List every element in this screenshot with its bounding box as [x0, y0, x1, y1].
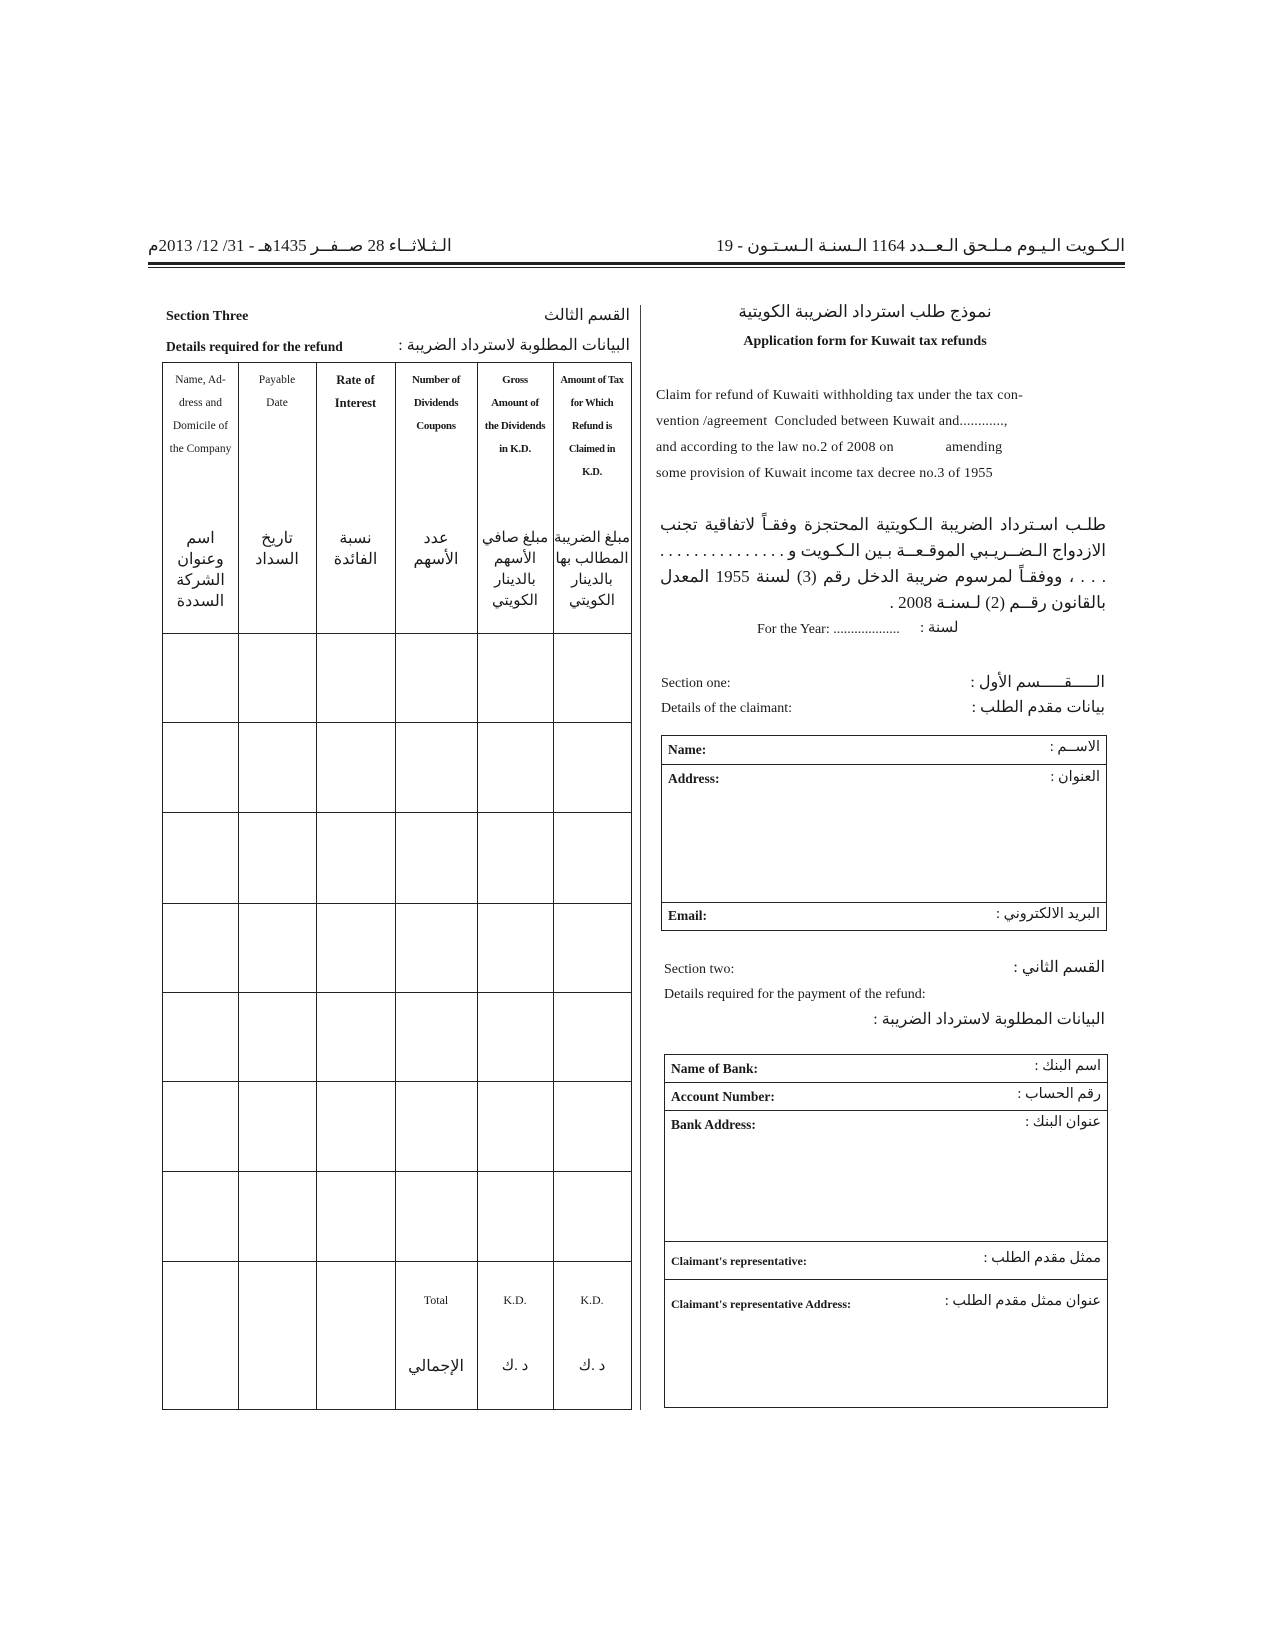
bank-name-row[interactable]: [665, 1055, 1107, 1083]
bank-address-label-en: Bank Address:: [671, 1117, 756, 1132]
account-number-row[interactable]: [665, 1083, 1107, 1111]
col-header-company-en: Name, Ad- dress and Domicile of the Company: [169, 374, 232, 455]
total-kd-tax-ar: د .ك: [578, 1358, 606, 1374]
claimant-box: [661, 735, 1107, 931]
claim-line: and according to the law no.2 of 2008 on amending: [656, 440, 1003, 455]
total-label-en: Total: [423, 1293, 449, 1307]
col-header-dividends-ar: عدد الأسهم: [413, 530, 459, 568]
col-divider: [316, 363, 317, 1409]
section-two-en: Section two:: [664, 962, 735, 977]
claim-text-ar: طلـب اسـترداد الضريبة الـكويتية المحتجزة وفقـاً لاتفاقية تجنب الازدواج الـضــريـبي الموقـعــة بـين الـكـويت و . . . . . . . . . . . . . . . . . . ، ووفقـاً لمرسوم ضريبة الدخل رقم (3) لسنة 1955 المعدل بالقانون رقــم (2) لـسنـة 2008 .: [660, 515, 1106, 612]
col-header-payable-date-ar: تاريخ السداد: [255, 530, 299, 568]
col-header-payable-date-en: Payable Date: [258, 374, 296, 409]
address-label-ar: العنوان :: [1050, 769, 1100, 785]
row-divider: [163, 633, 631, 634]
bank-box: [664, 1054, 1108, 1408]
for-year-en: For the Year: ...................: [757, 622, 900, 637]
name-label-ar: الاســم :: [1049, 739, 1100, 755]
payment-details-en: Details required for the payment of the refund:: [664, 987, 926, 1002]
claim-line: vention /agreement Concluded between Kuwait and............,: [656, 414, 1008, 429]
representative-row[interactable]: [665, 1242, 1107, 1280]
claim-text-en: [656, 383, 1108, 487]
section-three-title-ar: القسم الثالث: [544, 307, 630, 324]
section-one-en: Section one:: [661, 676, 731, 691]
row-divider: [163, 903, 631, 904]
col-divider: [238, 363, 239, 1409]
col-header-dividends-en: Number of Dividends Coupons: [411, 374, 461, 432]
for-year-ar: : لسنة: [920, 620, 959, 636]
form-title-ar: نموذج طلب استرداد الضريبة الكويتية: [738, 302, 992, 321]
section-three-subtitle-en: Details required for the refund: [166, 339, 343, 354]
representative-address-label-en: Claimant's representative Address:: [671, 1297, 851, 1311]
bank-address-row[interactable]: [665, 1111, 1107, 1242]
form-title-en: Application form for Kuwait tax refunds: [743, 334, 987, 349]
claimant-details-en: Details of the claimant:: [661, 701, 793, 716]
bank-name-label-en: Name of Bank:: [671, 1061, 758, 1076]
bank-name-label-ar: اسم البنك :: [1034, 1058, 1101, 1074]
refund-details-table: [162, 362, 632, 1410]
row-divider: [163, 992, 631, 993]
row-divider: [163, 812, 631, 813]
representative-label-en: Claimant's representative:: [671, 1254, 807, 1268]
email-label-ar: البريد الالكتروني :: [996, 906, 1100, 922]
row-divider: [163, 722, 631, 723]
name-label-en: Name:: [668, 742, 707, 757]
col-header-tax-en: Amount of Tax for Which Refund is Claimed in K.D.: [560, 375, 624, 478]
representative-address-label-ar: عنوان ممثل مقدم الطلب :: [944, 1293, 1101, 1309]
total-kd-gross-en: K.D.: [503, 1293, 527, 1307]
account-number-label-ar: رقم الحساب :: [1017, 1086, 1101, 1102]
email-label-en: Email:: [668, 908, 707, 923]
claim-line: some provision of Kuwait income tax decree no.3 of 1955: [656, 466, 993, 481]
total-kd-gross-ar: د .ك: [501, 1358, 529, 1374]
representative-label-ar: ممثل مقدم الطلب :: [983, 1250, 1101, 1266]
col-divider: [553, 363, 554, 1409]
row-divider: [163, 1261, 631, 1262]
claim-line: Claim for refund of Kuwaiti withholding tax under the tax con-: [656, 388, 1023, 403]
name-row: [662, 736, 1106, 765]
row-divider: [163, 1081, 631, 1082]
section-three-subtitle-ar: البيانات المطلوبة لاسترداد الضريبة :: [398, 337, 630, 354]
account-number-label-en: Account Number:: [671, 1089, 775, 1104]
section-three-title-en: Section Three: [166, 309, 249, 324]
header-date: الـثـلاثــاء 28 صــفــر 1435هـ - 31/ 12/ 2013م: [148, 236, 452, 255]
bank-address-label-ar: عنوان البنك :: [1025, 1114, 1101, 1130]
col-header-rate-ar: نسبة الفائدة: [333, 530, 378, 568]
col-divider: [395, 363, 396, 1409]
col-divider: [477, 363, 478, 1409]
col-header-company-ar: اسم وعنوان الشركة السددة: [176, 530, 225, 610]
col-header-tax-ar: مبلغ الضريبة المطالب بها بالدينار الكويتي: [553, 530, 631, 609]
header-rule: [148, 262, 1125, 265]
total-kd-tax-en: K.D.: [580, 1293, 604, 1307]
total-label-ar: الإجمالي: [408, 1358, 464, 1375]
address-field[interactable]: [662, 765, 1106, 902]
page-column-divider: [640, 305, 641, 1410]
row-divider: [163, 1171, 631, 1172]
col-header-rate-en: Rate of Interest: [334, 373, 377, 410]
email-row[interactable]: [662, 902, 1106, 931]
address-label-en: Address:: [668, 771, 720, 786]
col-header-gross-en: Gross Amount of the Dividends in K.D.: [484, 374, 546, 455]
col-header-gross-ar: مبلغ صافي الأسهم بالدينار الكويتي: [481, 530, 549, 609]
header-rule-thin: [148, 267, 1125, 268]
representative-address-field[interactable]: [665, 1280, 1107, 1407]
header-publication: الـكـويت الـيـوم مـلـحق الـعــدد 1164 الـسنـة الـسـتـون - 19: [716, 236, 1125, 255]
payment-details-ar: البيانات المطلوبة لاسترداد الضريبة :: [873, 1011, 1105, 1028]
claimant-details-ar: بيانات مقدم الطلب :: [971, 699, 1105, 716]
section-one-ar: الـــــقـــــسم الأول :: [970, 674, 1105, 691]
section-two-ar: القسم الثاني :: [1013, 959, 1105, 976]
